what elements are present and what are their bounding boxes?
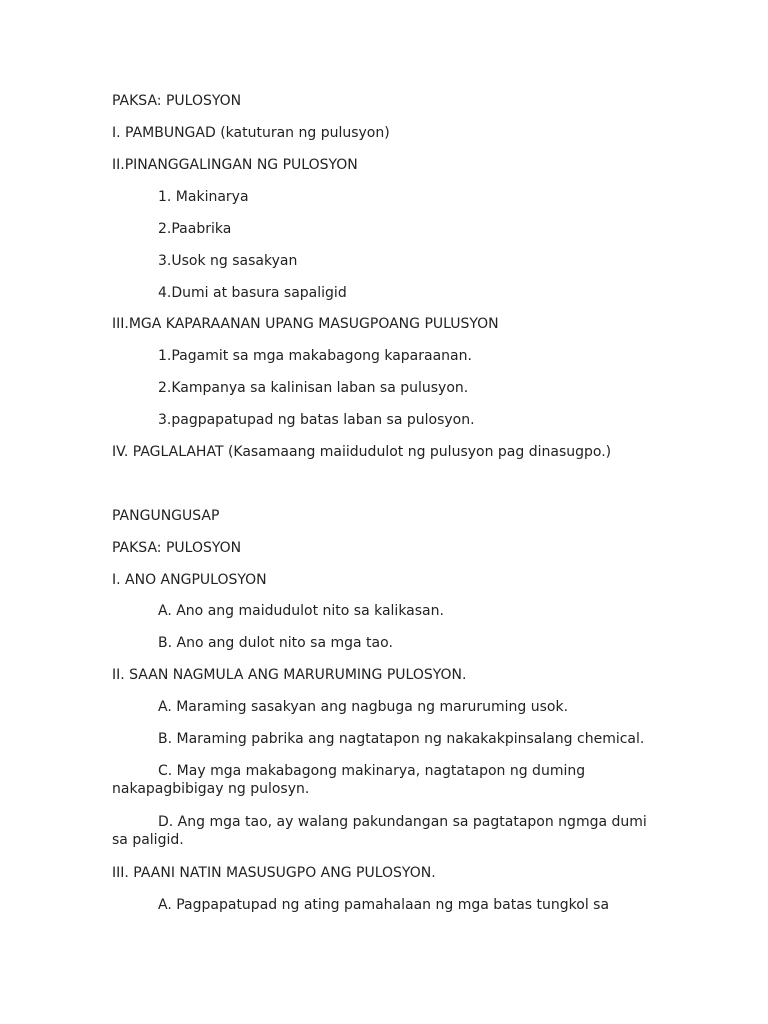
sentence-section-1-item: B. Ano ang dulot nito sa mga tao. xyxy=(158,635,393,651)
outline-section-3-item: 1.Pagamit sa mga makabagong kaparaanan. xyxy=(158,348,472,364)
outline-section-2-item: 2.Paabrika xyxy=(158,221,232,237)
sentence-section-1: I. ANO ANGPULOSYON xyxy=(112,572,267,588)
sentence-section-2-item-text: C. May mga makabagong makinarya, nagtatapon ng duming nakapagbibigay ng pulosyn. xyxy=(112,763,586,797)
sentence-section-2: II. SAAN NAGMULA ANG MARURUMING PULOSYON. xyxy=(112,667,467,683)
sentence-section-3: III. PAANI NATIN MASUSUGPO ANG PULOSYON. xyxy=(112,865,436,881)
sentence-section-2-item xyxy=(112,762,652,798)
outline-topic: PAKSA: PULOSYON xyxy=(112,93,242,109)
outline-section-2-item: 4.Dumi at basura sapaligid xyxy=(158,285,347,301)
outline-section-3-item: 3.pagpapatupad ng batas laban sa pulosyon. xyxy=(158,412,475,428)
outline-section-1: I. PAMBUNGAD (katuturan ng pulusyon) xyxy=(112,125,390,141)
sentence-section-2-item: A. Maraming sasakyan ang nagbuga ng maruruming usok. xyxy=(158,699,569,715)
outline-section-4: IV. PAGLALAHAT (Kasamaang maiidudulot ng pulusyon pag dinasugpo.) xyxy=(112,444,612,460)
sentence-section-2-item: B. Maraming pabrika ang nagtatapon ng nakakakpinsalang chemical. xyxy=(158,731,645,747)
sentence-section-1-item: A. Ano ang maidudulot nito sa kalikasan. xyxy=(158,603,444,619)
sentence-section-2-item xyxy=(112,813,652,849)
sentence-outline-heading: PANGUNGUSAP xyxy=(112,508,220,524)
outline-section-3-item: 2.Kampanya sa kalinisan laban sa pulusyon. xyxy=(158,380,469,396)
outline-section-3: III.MGA KAPARAANAN UPANG MASUGPOANG PULUSYON xyxy=(112,316,499,332)
sentence-outline-topic: PAKSA: PULOSYON xyxy=(112,540,242,556)
outline-section-2-item: 1. Makinarya xyxy=(158,189,249,205)
outline-section-2-item: 3.Usok ng sasakyan xyxy=(158,253,298,269)
outline-section-2: II.PINANGGALINGAN NG PULOSYON xyxy=(112,157,358,173)
sentence-section-3-item: A. Pagpapatupad ng ating pamahalaan ng mga batas tungkol sa xyxy=(158,897,610,913)
sentence-section-2-item-text: D. Ang mga tao, ay walang pakundangan sa pagtatapon ngmga dumi sa paligid. xyxy=(112,814,647,848)
